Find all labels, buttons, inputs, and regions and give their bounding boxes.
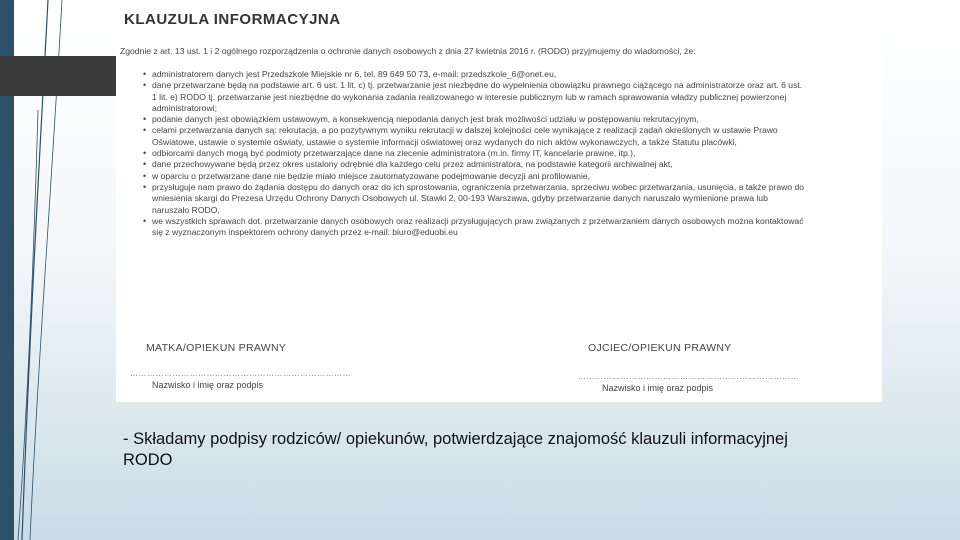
clause-item: • odbiorcami danych mogą być podmioty przetwarzające dane na zlecenie administratora (m.in. firmy IT, kancelarie prawne, itp.), — [143, 148, 636, 159]
bullet-icon: • — [143, 159, 147, 170]
bullet-icon: • — [143, 215, 147, 226]
clause-item: • we wszystkich sprawach dot. przetwarzanie danych osobowych oraz realizacji przysługujących praw związanych z przetwarzaniem danych osobowych można kontaktować się z wyznaczonym inspektorem ochrony danych przez e-mail: biuro@eduobi.eu — [143, 215, 804, 238]
clause-item: • w oparciu o przetwarzane dane nie będzie miało miejsce zautomatyzowane podejmowanie decyzji ani profilowanie, — [143, 170, 591, 181]
slide-caption: - Składamy podpisy rodziców/ opiekunów, potwierdzające znajomość klauzuli informacyjnej RODO — [123, 430, 788, 469]
document-intro: Zgodnie z art. 13 ust. 1 i 2 ogólnego rozporządzenia o ochronie danych osobowych z dnia 27 kwietnia 2016 r. (RODO) przyjmujemy do wiadomości, że: — [120, 46, 696, 56]
clause-item: • administratorem danych jest Przedszkole Miejskie nr 6, tel. 89 649 50 73, e-mail: przedszkole_6@onet.eu, — [143, 69, 557, 79]
bullet-icon: • — [143, 80, 147, 91]
father-signature-line: …………………………………………………………………… — [578, 372, 799, 381]
mother-signature-label: MATKA/OPIEKUN PRAWNY — [146, 342, 287, 354]
bullet-icon: • — [143, 181, 147, 192]
clause-list — [126, 69, 806, 238]
clause-item: • podanie danych jest obowiązkiem ustawowym, a konsekwencją niepodania danych jest brak możliwości udziału w postępowaniu rekrutacyjnym, — [143, 114, 699, 125]
clause-item: • przysługuje nam prawo do żądania dostępu do danych oraz do ich sprostowania, ograniczenia przetwarzania, sprzeciwu wobec przetwarzania, usunięcia, a także prawo do wniesienia skargi do Prezesa Urzędu Ochrony Danych Osobowych ul. Stawki 2, 00-193 Warszawa, gdyby przetwarzanie danych naruszało wymienione prawa lub naruszało RODO, — [143, 181, 805, 215]
bullet-icon: • — [143, 125, 147, 136]
father-signature-sublabel: Nazwisko i imię oraz podpis — [602, 383, 714, 393]
document-image — [116, 0, 882, 402]
father-signature-label: OJCIEC/OPIEKUN PRAWNY — [588, 342, 732, 354]
mother-signature-line: …………………………………………………………………… — [130, 369, 351, 378]
bullet-icon: • — [143, 148, 147, 159]
bullet-icon: • — [143, 170, 147, 181]
bullet-icon: • — [143, 69, 147, 79]
dark-tab-shape — [0, 56, 116, 96]
bullet-icon: • — [143, 114, 147, 125]
document-title: KLAUZULA INFORMACYJNA — [124, 11, 341, 28]
clause-item: • dane przechowywane będą przez okres ustalony odrębnie dla każdego celu przez administratora, na podstawie kategorii archiwalnej akt, — [143, 159, 673, 170]
clause-item: • dane przetwarzane będą na podstawie art. 6 ust. 1 lit. c) tj. przetwarzanie jest niezbędne do wypełnienia obowiązku prawnego ciążącego na administratorze oraz art. 6 ust. 1 lit. e) RODO tj. przetwarzanie jest niezbędne do wykonania zadania realizowanego w interesie publicznym lub w ramach sprawowania władzy publicznej powierzonej administratorowi; — [143, 80, 803, 113]
clause-item: • celami przetwarzania danych są: rekrutacja, a po pozytywnym wyniku rekrutacji w dalszej kolejności cele wynikające z realizacji zadań określonych w ustawie Prawo Oświatowe, ustawie o systemie oświaty, ustawie o systemie informacji oświatowej oraz wydanych do nich aktów wykonawczych, a także Statutu placówki, — [143, 125, 778, 147]
mother-signature-sublabel: Nazwisko i imię oraz podpis — [152, 380, 264, 390]
